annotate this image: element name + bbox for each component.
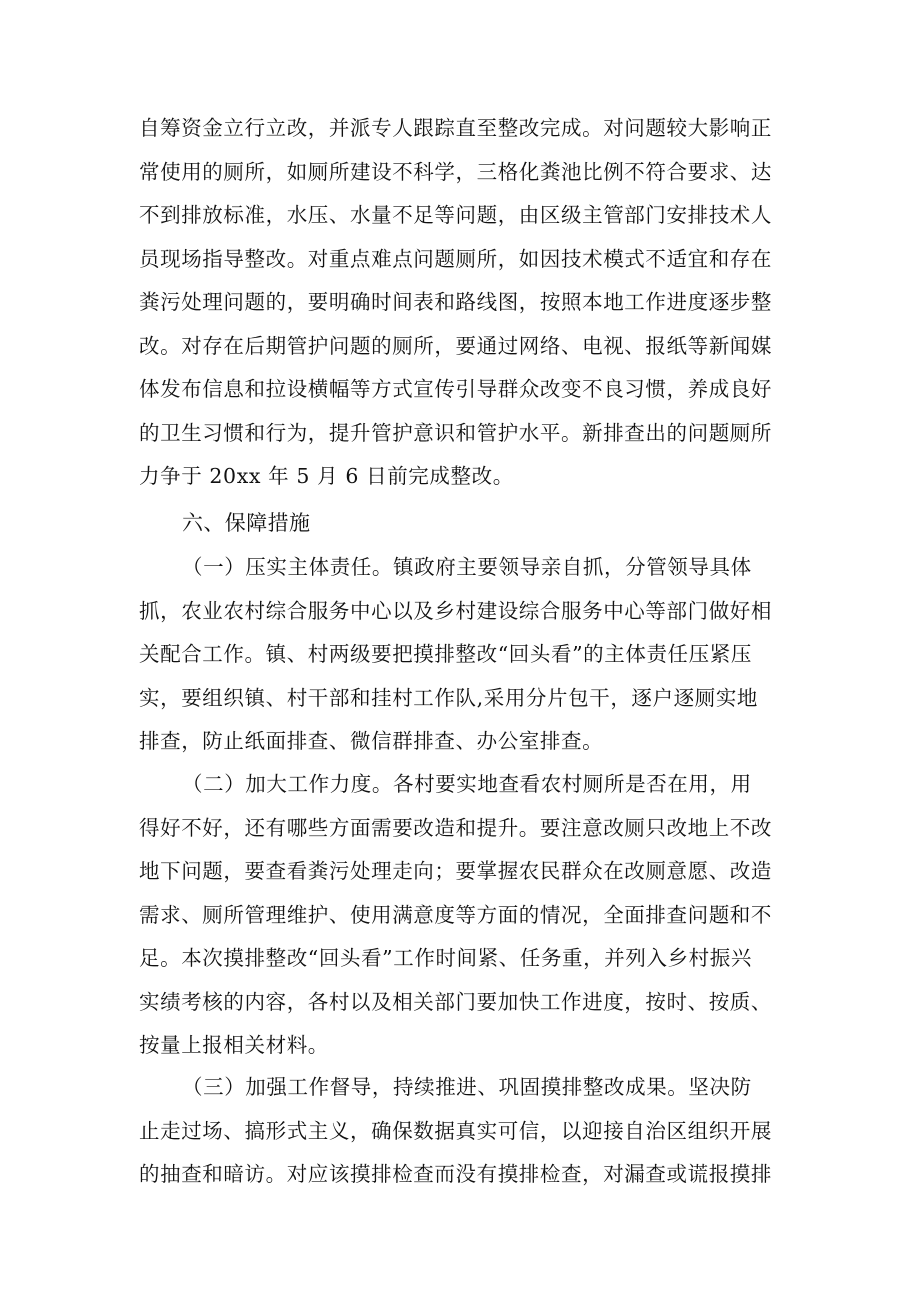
paragraph-line: 自筹资金立行立改，并派专人跟踪直至整改完成。对问题较大影响正	[139, 116, 772, 140]
paragraph-line: 体发布信息和拉设横幅等方式宣传引导群众改变不良习惯，养成良好	[139, 377, 772, 401]
paragraph-line: （一）压实主体责任。镇政府主要领导亲自抓，分管领导具体	[182, 555, 752, 579]
paragraph-line: 地下问题，要查看粪污处理走向；要掌握农民群众在改厕意愿、改造	[139, 859, 772, 883]
paragraph-line: 足。本次摸排整改“回头看”工作时间紧、任务重，并列入乡村振兴	[139, 946, 752, 970]
paragraph-line: 改。对存在后期管护问题的厕所，要通过网络、电视、报纸等新闻媒	[139, 333, 772, 358]
paragraph-line: 实绩考核的内容，各村以及相关部门要加快工作进度，按时、按质、	[139, 989, 772, 1014]
paragraph-line: 不到排放标准，水压、水量不足等问题，由区级主管部门安排技术人	[139, 203, 772, 227]
paragraph-line: （三）加强工作督导，持续推进、巩固摸排整改成果。坚决防	[182, 1075, 752, 1099]
paragraph-line: 关配合工作。镇、村两级要把摸排整改“回头看”的主体责任压紧压	[139, 642, 752, 666]
section-heading: 六、保障措施	[182, 511, 311, 535]
continuation-paragraph	[139, 107, 799, 499]
section-heading-block	[139, 502, 799, 546]
paragraph-line: 抓，农业农村综合服务中心以及乡村建设综合服务中心等部门做好相	[139, 598, 772, 623]
paragraph-line: 实，要组织镇、村干部和挂村工作队,采用分片包干，逐户逐厕实地	[139, 685, 759, 710]
measure-1-paragraph	[139, 546, 799, 764]
measure-2-paragraph	[139, 763, 799, 1068]
paragraph-line: 得好不好，还有哪些方面需要改造和提升。要注意改厕只改地上不改	[139, 815, 772, 840]
paragraph-line: 按量上报相关材料。	[139, 1033, 329, 1057]
paragraph-line: 的卫生习惯和行为，提升管护意识和管护水平。新排查出的问题厕所	[139, 420, 772, 445]
paragraph-line: 排查，防止纸面排查、微信群排查、办公室排查。	[139, 729, 604, 753]
paragraph-line: 常使用的厕所，如厕所建设不科学，三格化粪池比例不符合要求、达	[139, 159, 772, 184]
paragraph-line: 员现场指导整改。对重点难点问题厕所，如因技术模式不适宜和存在	[139, 246, 772, 271]
paragraph-line: 粪污处理问题的，要明确时间表和路线图，按照本地工作进度逐步整	[139, 290, 772, 314]
paragraph-line: 力争于 20xx 年 5 月 6 日前完成整改。	[139, 464, 514, 488]
measure-3-paragraph	[139, 1066, 799, 1197]
paragraph-line: 需求、厕所管理维护、使用满意度等方面的情况，全面排查问题和不	[139, 902, 772, 927]
paragraph-line: 的抽查和暗访。对应该摸排检查而没有摸排检查，对漏查或谎报摸排	[139, 1162, 772, 1186]
paragraph-line: 止走过场、搞形式主义，确保数据真实可信，以迎接自治区组织开展	[139, 1118, 772, 1143]
paragraph-line: （二）加大工作力度。各村要实地查看农村厕所是否在用，用	[182, 772, 752, 796]
